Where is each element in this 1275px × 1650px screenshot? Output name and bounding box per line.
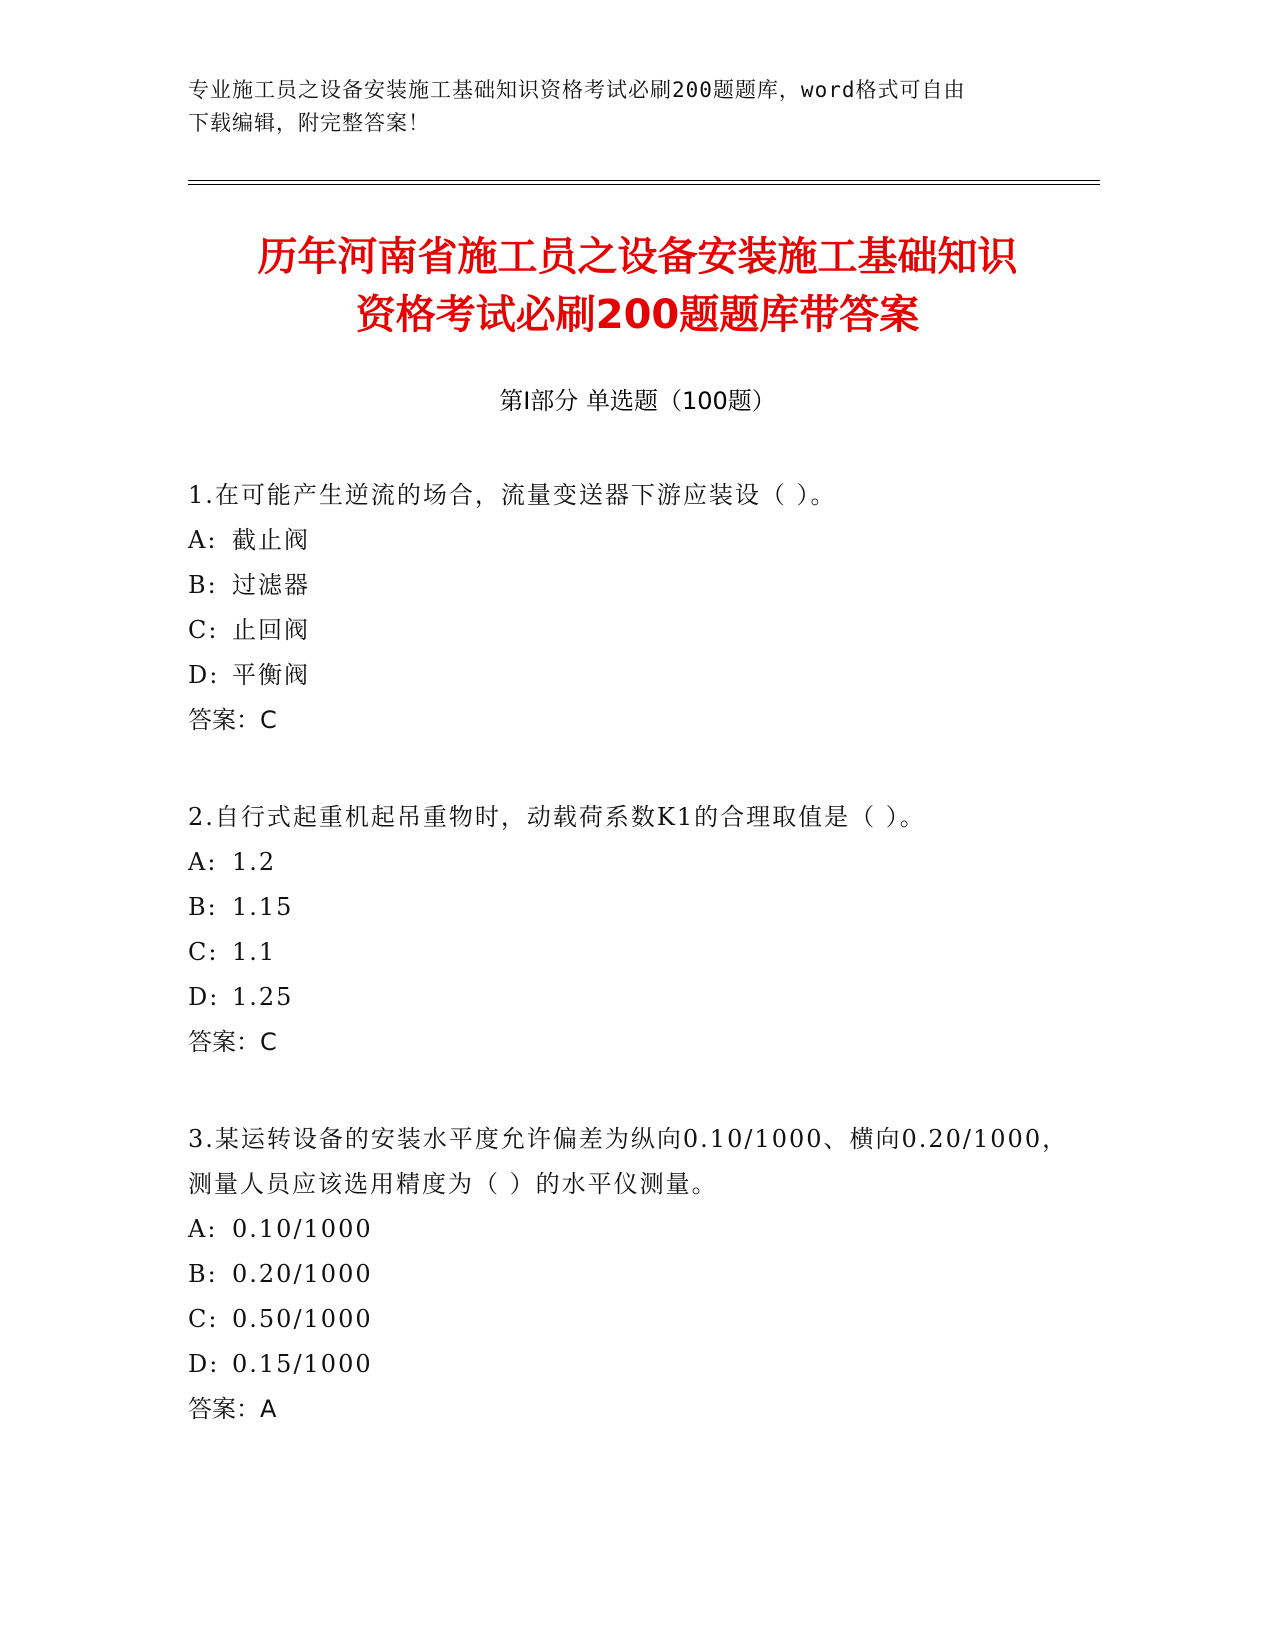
option-a (188, 840, 1088, 885)
answer-line (188, 1020, 1088, 1065)
option-a (188, 1207, 1088, 1252)
option-text: 0.10/1000 (232, 1215, 373, 1243)
intro-line-1: 专业施工员之设备安装施工基础知识资格考试必刷200题题库，word格式可自由 (188, 78, 966, 102)
option-d (188, 1342, 1088, 1387)
option-c (188, 930, 1088, 975)
option-a (188, 518, 1088, 563)
answer-value: C (260, 706, 277, 734)
answer-value: A (260, 1395, 277, 1423)
section-title: 第Ⅰ部分 单选题（100题） (499, 387, 776, 415)
option-key: D: (188, 1350, 220, 1378)
answer-prefix: 答案： (188, 1395, 260, 1423)
option-text: 1.25 (232, 983, 294, 1011)
question-text: 2.自行式起重机起吊重物时，动载荷系数K1的合理取值是（ ）。 (188, 803, 926, 831)
option-c (188, 1297, 1088, 1342)
answer-line (188, 698, 1088, 743)
option-key: A: (188, 1215, 218, 1243)
option-text: 截止阀 (232, 526, 310, 554)
option-key: B: (188, 1260, 218, 1288)
option-key: B: (188, 893, 218, 921)
answer-line (188, 1387, 1088, 1432)
option-text: 平衡阀 (232, 661, 310, 689)
question-3 (188, 1117, 1088, 1432)
question-text: 3.某运转设备的安装水平度允许偏差为纵向0.10/1000、横向0.20/1000，测量人员应该选用精度为（ ）的水平仪测量。 (188, 1125, 1069, 1198)
option-d (188, 975, 1088, 1020)
document-title-line-2: 资格考试必刷200题题库带答案 (355, 292, 920, 338)
document-intro (188, 74, 1088, 140)
option-b (188, 1252, 1088, 1297)
question-text: 1.在可能产生逆流的场合，流量变送器下游应装设（ ）。 (188, 481, 837, 509)
document-title (100, 228, 1175, 344)
option-text: 1.1 (232, 938, 277, 966)
answer-prefix: 答案： (188, 706, 260, 734)
option-text: 过滤器 (232, 571, 310, 599)
option-key: A: (188, 526, 218, 554)
option-text: 0.15/1000 (232, 1350, 373, 1378)
header-divider-top (188, 180, 1100, 181)
option-key: C: (188, 1305, 219, 1333)
option-key: B: (188, 571, 218, 599)
header-divider-bottom (188, 184, 1100, 185)
option-key: C: (188, 938, 219, 966)
option-b (188, 563, 1088, 608)
document-title-line-1: 历年河南省施工员之设备安装施工基础知识 (257, 234, 1018, 280)
answer-prefix: 答案： (188, 1028, 260, 1056)
option-b (188, 885, 1088, 930)
question-2 (188, 795, 1088, 1065)
option-key: D: (188, 983, 220, 1011)
option-d (188, 653, 1088, 698)
option-text: 1.2 (232, 848, 277, 876)
option-key: C: (188, 616, 219, 644)
option-text: 0.50/1000 (232, 1305, 373, 1333)
option-text: 0.20/1000 (232, 1260, 373, 1288)
option-text: 1.15 (232, 893, 294, 921)
option-c (188, 608, 1088, 653)
answer-value: C (260, 1028, 277, 1056)
intro-line-2: 下载编辑，附完整答案！ (188, 111, 430, 135)
question-1 (188, 473, 1088, 743)
option-key: D: (188, 661, 220, 689)
question-list (188, 473, 1088, 1484)
option-text: 止回阀 (232, 616, 310, 644)
option-key: A: (188, 848, 218, 876)
